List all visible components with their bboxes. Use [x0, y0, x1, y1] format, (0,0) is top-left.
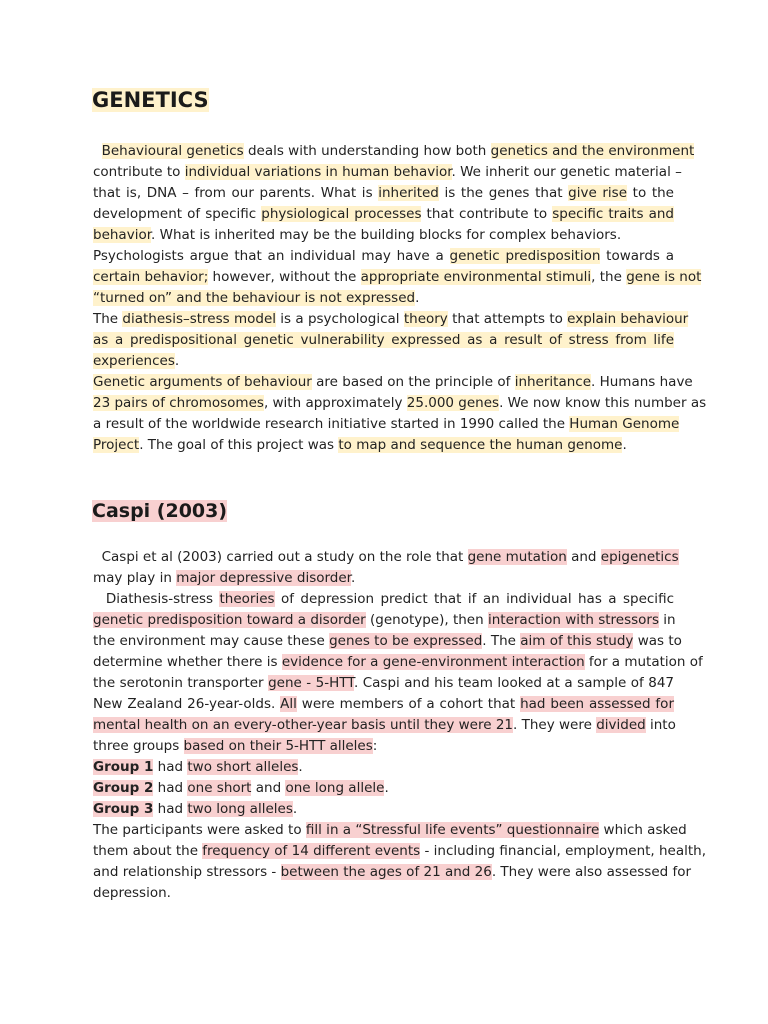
text-line: The diathesis–stress model is a psychological theory that attempts to explain behaviour: [93, 311, 689, 327]
text-line: may play in major depressive disorder.: [93, 570, 356, 586]
text-line: as a predispositional genetic vulnerability expressed as a result of stress from life: [93, 332, 674, 348]
text-line: Project. The goal of this project was to map and sequence the human genome.: [93, 437, 627, 453]
text-line: three groups based on their 5-HTT alleles:: [93, 738, 378, 754]
text-line: contribute to individual variations in human behavior. We inherit our genetic material –: [93, 164, 682, 180]
genetics-title: GENETICS: [92, 88, 209, 112]
caspi-section: [93, 547, 707, 904]
text-line: behavior. What is inherited may be the building blocks for complex behaviors.: [93, 227, 622, 243]
text-line: a result of the worldwide research initiative started in 1990 called the Human Genome: [93, 416, 680, 432]
text-line: New Zealand 26-year-olds. All were members of a cohort that had been assessed for: [93, 696, 674, 712]
caspi-title: Caspi (2003): [92, 500, 228, 522]
text-line: Behavioural genetics deals with understanding how both genetics and the environment: [101, 143, 695, 159]
text-line: the environment may cause these genes to be expressed. The aim of this study was to: [93, 633, 682, 649]
text-line: that is, DNA – from our parents. What is inherited is the genes that give rise to the: [93, 185, 674, 201]
text-line: development of specific physiological processes that contribute to specific traits and: [93, 206, 674, 222]
text-line: “turned on” and the behaviour is not expressed.: [93, 290, 420, 306]
text-line: genetic predisposition toward a disorder (genotype), then interaction with stressors in: [93, 612, 676, 628]
text-line: Genetic arguments of behaviour are based on the principle of inheritance. Humans have: [93, 374, 693, 390]
text-line: Caspi et al (2003) carried out a study on the role that gene mutation and epigenetics: [93, 549, 679, 565]
text-line: mental health on an every-other-year basis until they were 21. They were divided into: [93, 717, 676, 733]
text-line: Psychologists argue that an individual may have a genetic predisposition towards a: [93, 248, 674, 264]
group-2-line: Group 2 had one short and one long allele.: [93, 780, 389, 796]
text-line: the serotonin transporter gene - 5-HTT. Caspi and his team looked at a sample of 847: [93, 675, 675, 691]
genetics-heading: [92, 88, 209, 112]
text-line: depression.: [93, 885, 171, 901]
text-line: experiences.: [93, 353, 180, 369]
caspi-heading: [92, 500, 227, 522]
group-1-line: Group 1 had two short alleles.: [93, 759, 303, 775]
text-line: 23 pairs of chromosomes, with approximately 25.000 genes. We now know this number as: [93, 395, 707, 411]
text-line: The participants were asked to fill in a “Stressful life events” questionnaire which asked: [93, 822, 687, 838]
genetics-section: [93, 141, 707, 456]
group-3-line: Group 3 had two long alleles.: [93, 801, 298, 817]
text-line: Diathesis-stress theories of depression predict that if an individual has a specific: [93, 591, 674, 607]
text-line: certain behavior; however, without the appropriate environmental stimuli, the gene is not: [93, 269, 702, 285]
text-line: them about the frequency of 14 different events - including financial, employment, health,: [93, 843, 707, 859]
text-line: and relationship stressors - between the ages of 21 and 26. They were also assessed for: [93, 864, 692, 880]
text-line: determine whether there is evidence for a gene-environment interaction for a mutation of: [93, 654, 703, 670]
